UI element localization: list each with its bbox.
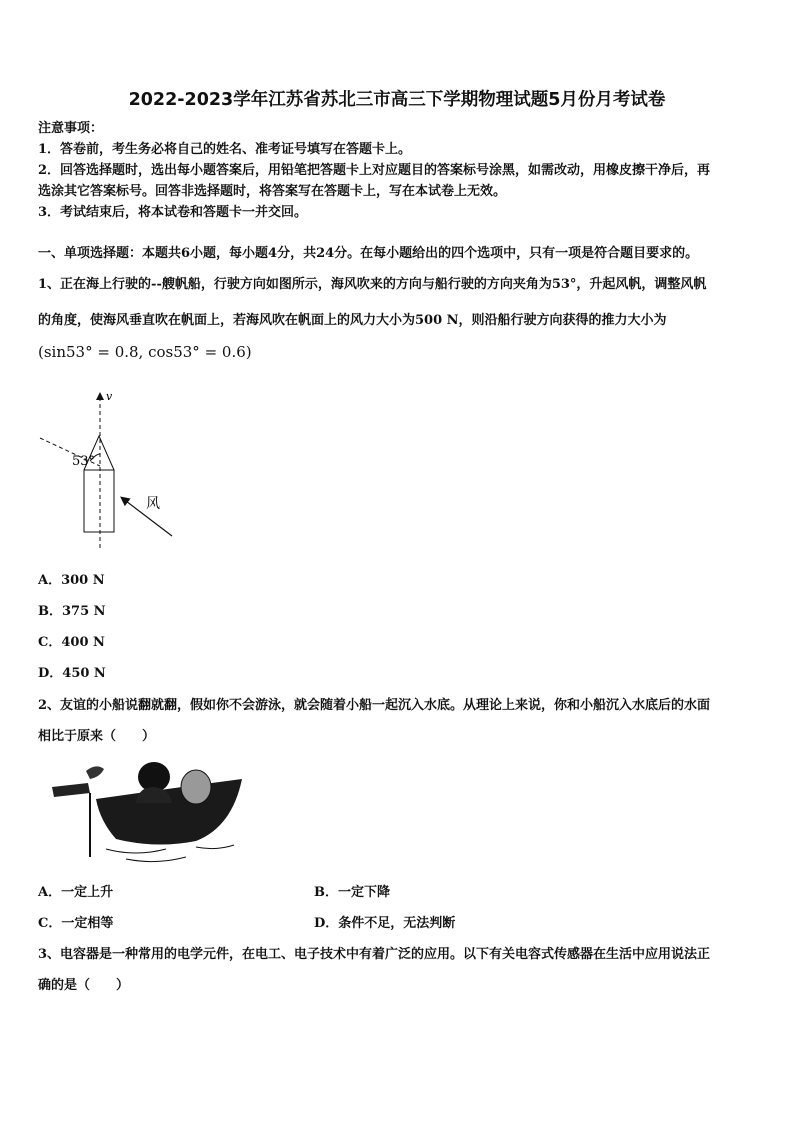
- option-c: C．400 N: [38, 635, 105, 650]
- question-2-text: 2、友谊的小船说翻就翻，假如你不会游泳，就会随着小船一起沉入水底。从理论上来说，你和小船沉入水底后的水面: [38, 698, 711, 713]
- notice-item: 3．考试结束后，将本试卷和答题卡一并交回。: [38, 205, 308, 220]
- notice-item: 选涂其它答案标号。回答非选择题时，将答案写在答题卡上，写在本试卷上无效。: [38, 184, 507, 199]
- question-1-text: 1、正在海上行驶的--艘帆船，行驶方向如图所示，海风吹来的方向与船行驶的方向夹角为53°，升起风帆，调整风帆: [38, 277, 707, 292]
- option-c: C．一定相等: [38, 916, 114, 931]
- sailboat-diagram: [36, 388, 186, 553]
- notice-heading: 注意事项：: [38, 121, 104, 136]
- option-d: D．450 N: [38, 666, 106, 681]
- pier-plank: [52, 783, 90, 797]
- option-b: B．一定下降: [314, 885, 390, 900]
- notice-item: 1．答卷前，考生务必将自己的姓名、准考证号填写在答题卡上。: [38, 142, 412, 157]
- wind-label: 风: [146, 496, 160, 512]
- notice-item: 2．回答选择题时，选出每小题答案后，用铅笔把答题卡上对应题目的答案标号涂黑，如需改动，用橡皮擦干净后，再: [38, 163, 711, 178]
- question-1-text: 的角度，使海风垂直吹在帆面上，若海风吹在帆面上的风力大小为500 N，则沿船行驶方向获得的推力大小为: [38, 313, 667, 328]
- option-d: D．条件不足，无法判断: [314, 916, 456, 931]
- option-b: B．375 N: [38, 604, 106, 619]
- water-ripples: [106, 845, 234, 862]
- boat-illustration: [46, 757, 246, 867]
- question-3-text: 3、电容器是一种常用的电学元件，在电工、电子技术中有着广泛的应用。以下有关电容式传感器在生活中应用说法正: [38, 947, 711, 962]
- shoe: [86, 766, 104, 779]
- question-1-formula: (sin53° = 0.8, cos53° = 0.6): [38, 343, 252, 361]
- question-3-text: 确的是（ ）: [38, 978, 130, 993]
- section-heading: 一、单项选择题：本题共6小题，每小题4分，共24分。在每小题给出的四个选项中，只有一项是符合题目要求的。: [38, 246, 699, 261]
- option-a: A．300 N: [38, 573, 105, 588]
- velocity-label: v: [106, 390, 113, 403]
- page-title: 2022-2023学年江苏省苏北三市高三下学期物理试题5月份月考试卷: [128, 90, 666, 110]
- boat-body: [96, 779, 242, 845]
- option-a: A．一定上升: [38, 885, 114, 900]
- boat-hull: [84, 470, 114, 532]
- angle-label: 53°: [72, 454, 96, 469]
- person-2-head: [181, 770, 211, 804]
- question-2-text: 相比于原来（ ）: [38, 729, 156, 744]
